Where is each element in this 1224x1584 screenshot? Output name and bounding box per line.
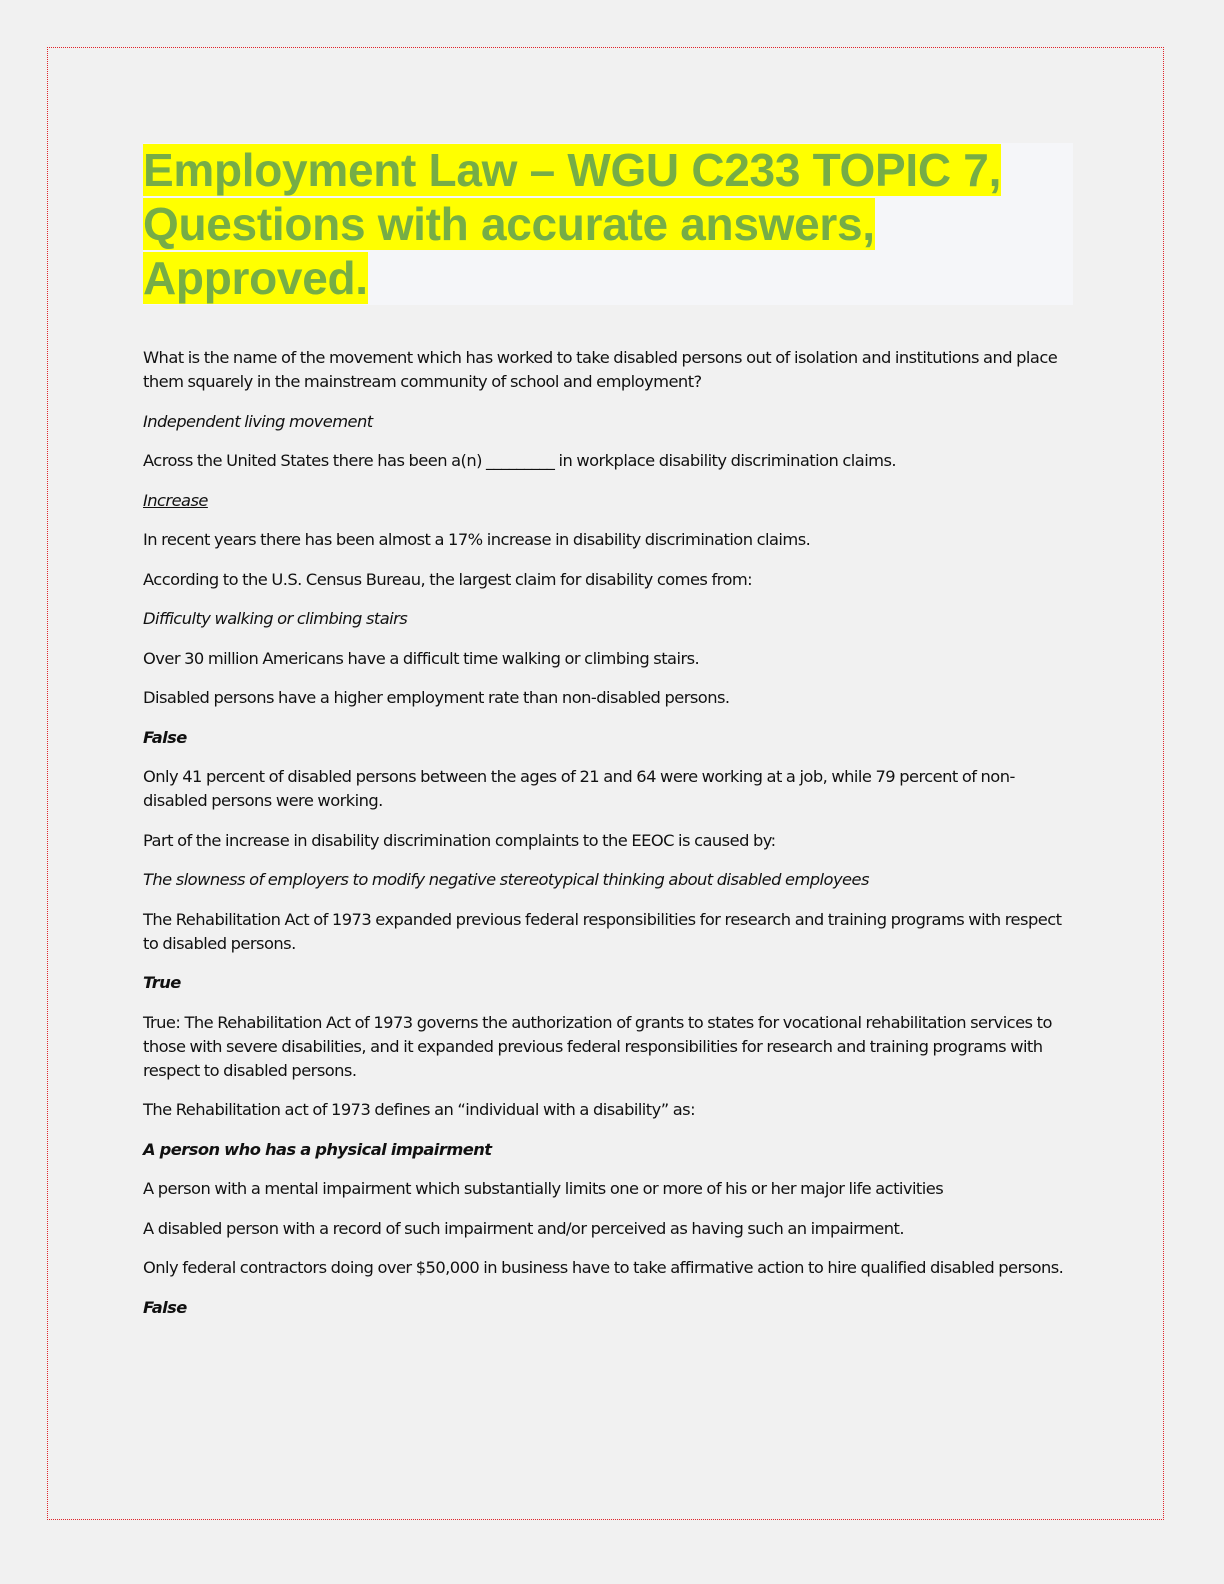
answer-option-paragraph: A person with a mental impairment which substantially limits one or more of his or her major life activities — [143, 1179, 944, 1198]
answer-paragraph: True — [143, 973, 181, 992]
answer-paragraph: The slowness of employers to modify negative stereotypical thinking about disabled employees — [143, 870, 869, 889]
answer-paragraph: A person who has a physical impairment — [143, 1139, 492, 1159]
document-title — [143, 143, 1073, 305]
explanation-paragraph: True: The Rehabilitation Act of 1973 governs the authorization of grants to states for vocational rehabilitation services to those with severe disabilities, and it expanded previous federal responsibilities for research and training programs with respect to disabled persons. — [143, 1012, 1052, 1080]
title-highlight: Employment Law – WGU C233 TOPIC 7, Questions with accurate answers, Approved. — [143, 144, 1002, 304]
answer-option-paragraph: A disabled person with a record of such impairment and/or perceived as having such an impairment. — [143, 1218, 905, 1238]
explanation-paragraph: Over 30 million Americans have a difficult time walking or climbing stairs. — [143, 648, 700, 668]
question-paragraph: According to the U.S. Census Bureau, the largest claim for disability comes from: — [143, 569, 753, 589]
answer-paragraph: Independent living movement — [143, 411, 373, 431]
question-paragraph: What is the name of the movement which has worked to take disabled persons out of isolation and institutions and place them squarely in the mainstream community of school and employment? — [143, 348, 1058, 391]
answer-paragraph: False — [143, 727, 187, 747]
title-block — [143, 143, 1073, 305]
question-paragraph: The Rehabilitation act of 1973 defines an “individual with a disability” as: — [143, 1100, 696, 1119]
explanation-paragraph: Only 41 percent of disabled persons between the ages of 21 and 64 were working at a job, while 79 percent of non-disabled persons were working. — [143, 767, 1015, 810]
answer-paragraph: Increase — [143, 490, 208, 510]
question-paragraph: Across the United States there has been a(n) _________ in workplace disability discrimination claims. — [143, 451, 897, 470]
answer-paragraph: False — [143, 1297, 187, 1317]
explanation-paragraph: In recent years there has been almost a 17% increase in disability discrimination claims. — [143, 530, 811, 549]
question-paragraph: Disabled persons have a higher employment rate than non-disabled persons. — [143, 688, 730, 707]
question-paragraph: The Rehabilitation Act of 1973 expanded previous federal responsibilities for research and training programs with respect to disabled persons. — [143, 909, 1062, 953]
question-paragraph: Part of the increase in disability discrimination complaints to the EEOC is caused by: — [143, 830, 776, 850]
answer-paragraph: Difficulty walking or climbing stairs — [143, 609, 408, 628]
question-paragraph: Only federal contractors doing over $50,000 in business have to take affirmative action to hire qualified disabled persons. — [143, 1258, 1064, 1277]
document-body — [143, 346, 1078, 1335]
